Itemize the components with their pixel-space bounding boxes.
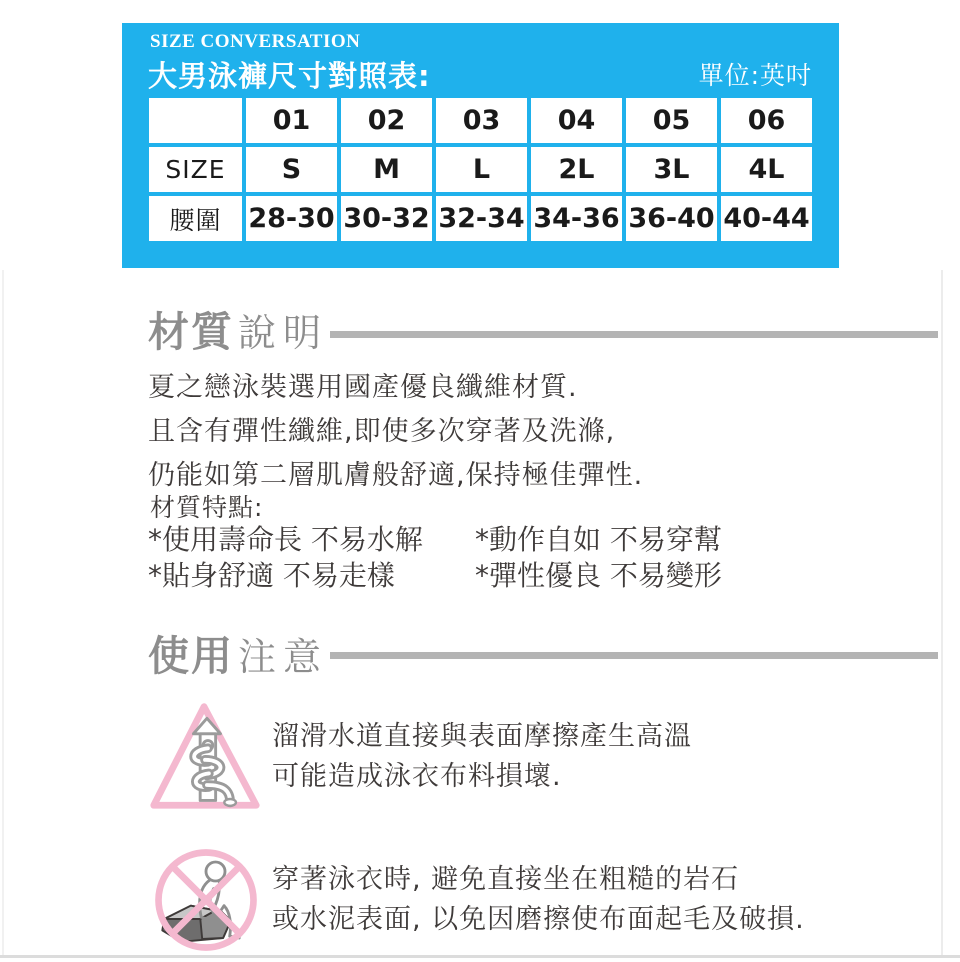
material-paragraph-line: 且含有彈性纖維,即使多次穿著及洗滌, <box>148 416 616 447</box>
page-right-edge <box>941 270 943 957</box>
size-table-corner-cell <box>149 98 242 143</box>
feature-item: *彈性優良 不易變形 <box>475 559 722 592</box>
size-table-col-header: 06 <box>721 98 812 143</box>
size-table-col-header: 02 <box>341 98 432 143</box>
page-bottom-edge <box>0 955 960 958</box>
size-cell: 3L <box>626 147 717 192</box>
feature-row <box>148 558 848 594</box>
material-heading-divider <box>330 331 938 338</box>
material-heading-light: 說明 <box>238 311 329 355</box>
usage-section-heading <box>148 632 328 680</box>
material-paragraph <box>148 366 643 498</box>
no-sitting-prohibition-icon <box>149 842 265 960</box>
note-line: 溜滑水道直接與表面摩擦產生高溫 <box>272 721 692 752</box>
note-line: 可能造成泳衣布料損壞. <box>272 761 562 792</box>
waist-cell: 34-36 <box>531 196 622 241</box>
waist-cell: 40-44 <box>721 196 812 241</box>
material-paragraph-line: 仍能如第二層肌膚般舒適,保持極佳彈性. <box>148 460 644 491</box>
note-line: 穿著泳衣時, 避免直接坐在粗糙的岩石 <box>272 864 740 895</box>
material-paragraph-line: 夏之戀泳裝選用國產優良纖維材質. <box>148 372 578 403</box>
material-section-heading <box>148 308 328 356</box>
size-table <box>149 98 812 241</box>
waist-cell: 32-34 <box>436 196 527 241</box>
size-conversation-label: SIZE CONVERSATION <box>150 31 361 52</box>
water-slide-warning-icon <box>147 697 263 815</box>
unit-label: 單位:英吋 <box>698 61 812 90</box>
no-sitting-note-text <box>272 860 805 940</box>
usage-heading-light: 注意 <box>238 635 329 679</box>
size-cell: M <box>341 147 432 192</box>
size-table-col-header: 04 <box>531 98 622 143</box>
size-table-col-header: 05 <box>626 98 717 143</box>
waist-cell: 30-32 <box>341 196 432 241</box>
feature-row <box>148 522 848 558</box>
material-heading-bold: 材質 <box>148 308 234 356</box>
note-line: 或水泥表面, 以免因磨擦使布面起毛及破損. <box>272 904 805 935</box>
size-cell: 2L <box>531 147 622 192</box>
size-row-label: SIZE <box>149 147 242 192</box>
size-table-col-header: 01 <box>246 98 337 143</box>
feature-item: *使用壽命長 不易水解 <box>148 523 423 556</box>
feature-item: *動作自如 不易穿幫 <box>475 523 722 556</box>
material-features-list <box>148 522 848 594</box>
banner-title-row <box>148 56 812 92</box>
page-left-edge <box>2 270 4 957</box>
size-table-title: 大男泳褲尺寸對照表: <box>148 58 431 93</box>
size-cell: L <box>436 147 527 192</box>
usage-heading-divider <box>330 652 938 659</box>
size-table-col-header: 03 <box>436 98 527 143</box>
size-cell: S <box>246 147 337 192</box>
waist-cell: 28-30 <box>246 196 337 241</box>
size-chart-banner <box>122 23 839 268</box>
size-cell: 4L <box>721 147 812 192</box>
waist-row-label: 腰圍 <box>149 196 242 241</box>
water-slide-note-text <box>272 717 692 797</box>
feature-item: *貼身舒適 不易走樣 <box>148 559 395 592</box>
material-features-title: 材質特點: <box>150 493 264 522</box>
usage-heading-bold: 使用 <box>148 632 234 680</box>
waist-cell: 36-40 <box>626 196 717 241</box>
